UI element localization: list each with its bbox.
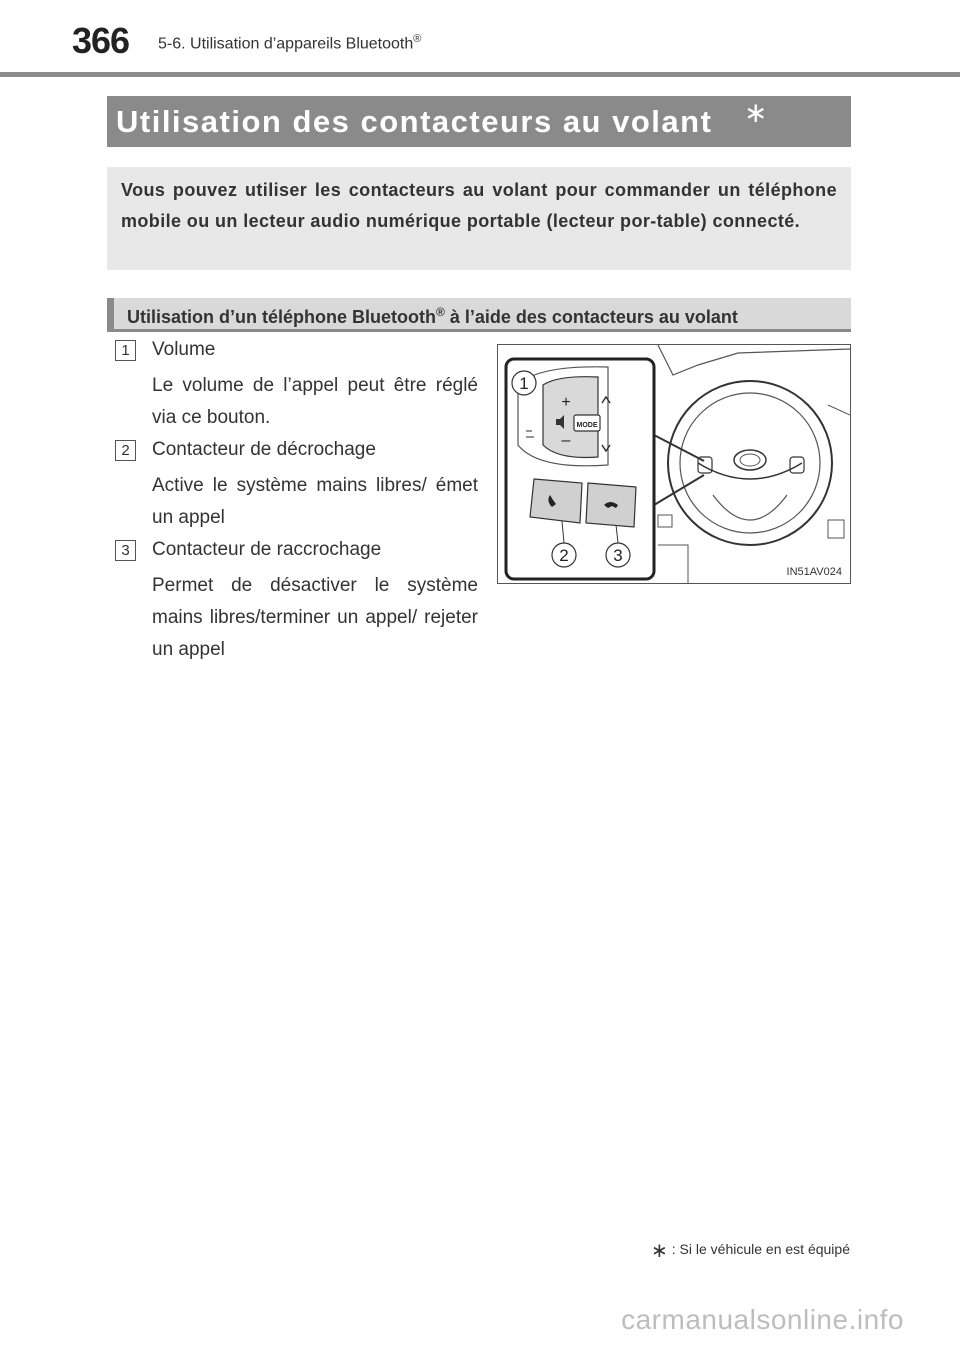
header-rule: [0, 72, 960, 77]
steering-switch-drawing: [498, 345, 850, 583]
footnote-asterisk: ∗: [651, 1240, 668, 1262]
item-label: Volume: [152, 339, 216, 360]
item-description: Permet de désactiver le système mains libres/terminer un appel/ rejeter un appel: [152, 575, 478, 660]
mode-button-label: MODE: [576, 422, 598, 429]
item-description: Le volume de l’appel peut être réglé via ce bouton.: [152, 375, 478, 428]
subheading-before: Utilisation d’un téléphone Bluetooth: [127, 307, 436, 327]
subheading-after: à l’aide des contacteurs au volant: [444, 307, 738, 327]
watermark: carmanualsonline.info: [621, 1304, 904, 1335]
subheading: [127, 305, 738, 328]
subheading-accent: [107, 298, 114, 329]
registered-mark: ®: [413, 33, 422, 45]
item-label: Contacteur de raccrochage: [152, 539, 382, 560]
subheading-bar: [107, 298, 851, 332]
page-title: Utilisation des contacteurs au volant: [116, 104, 713, 139]
item-number: 2: [115, 440, 136, 461]
callout-3-label: 3: [613, 546, 623, 565]
item-description: Active le système mains libres/ émet un appel: [152, 475, 478, 528]
figure-code: IN51AV024: [786, 566, 842, 578]
callout-2-label: 2: [559, 546, 569, 565]
footnote-text: : Si le véhicule en est équipé: [671, 1241, 850, 1257]
footnote: [651, 1238, 850, 1263]
title-asterisk: ∗: [744, 97, 768, 128]
title-bar: [107, 96, 851, 147]
page-number: 366: [72, 20, 130, 61]
item-number: 1: [115, 340, 136, 361]
intro-box: [107, 167, 851, 270]
callout-1-label: 1: [519, 374, 529, 393]
volume-up-label: +: [561, 394, 571, 411]
item-label: Contacteur de décrochage: [152, 439, 376, 460]
item-number: 3: [115, 540, 136, 561]
intro-text: Vous pouvez utiliser les contacteurs au volant pour commander un téléphone mobile ou un lecteur audio numérique portable (lecteur por-table) connecté.: [121, 180, 837, 231]
section-reference: [158, 33, 421, 53]
section-ref-text: 5-6. Utilisation d’appareils Bluetooth: [158, 35, 414, 53]
steering-wheel-illustration: [497, 344, 851, 584]
volume-down-label: –: [561, 432, 571, 449]
subheading-mark: ®: [435, 305, 445, 319]
